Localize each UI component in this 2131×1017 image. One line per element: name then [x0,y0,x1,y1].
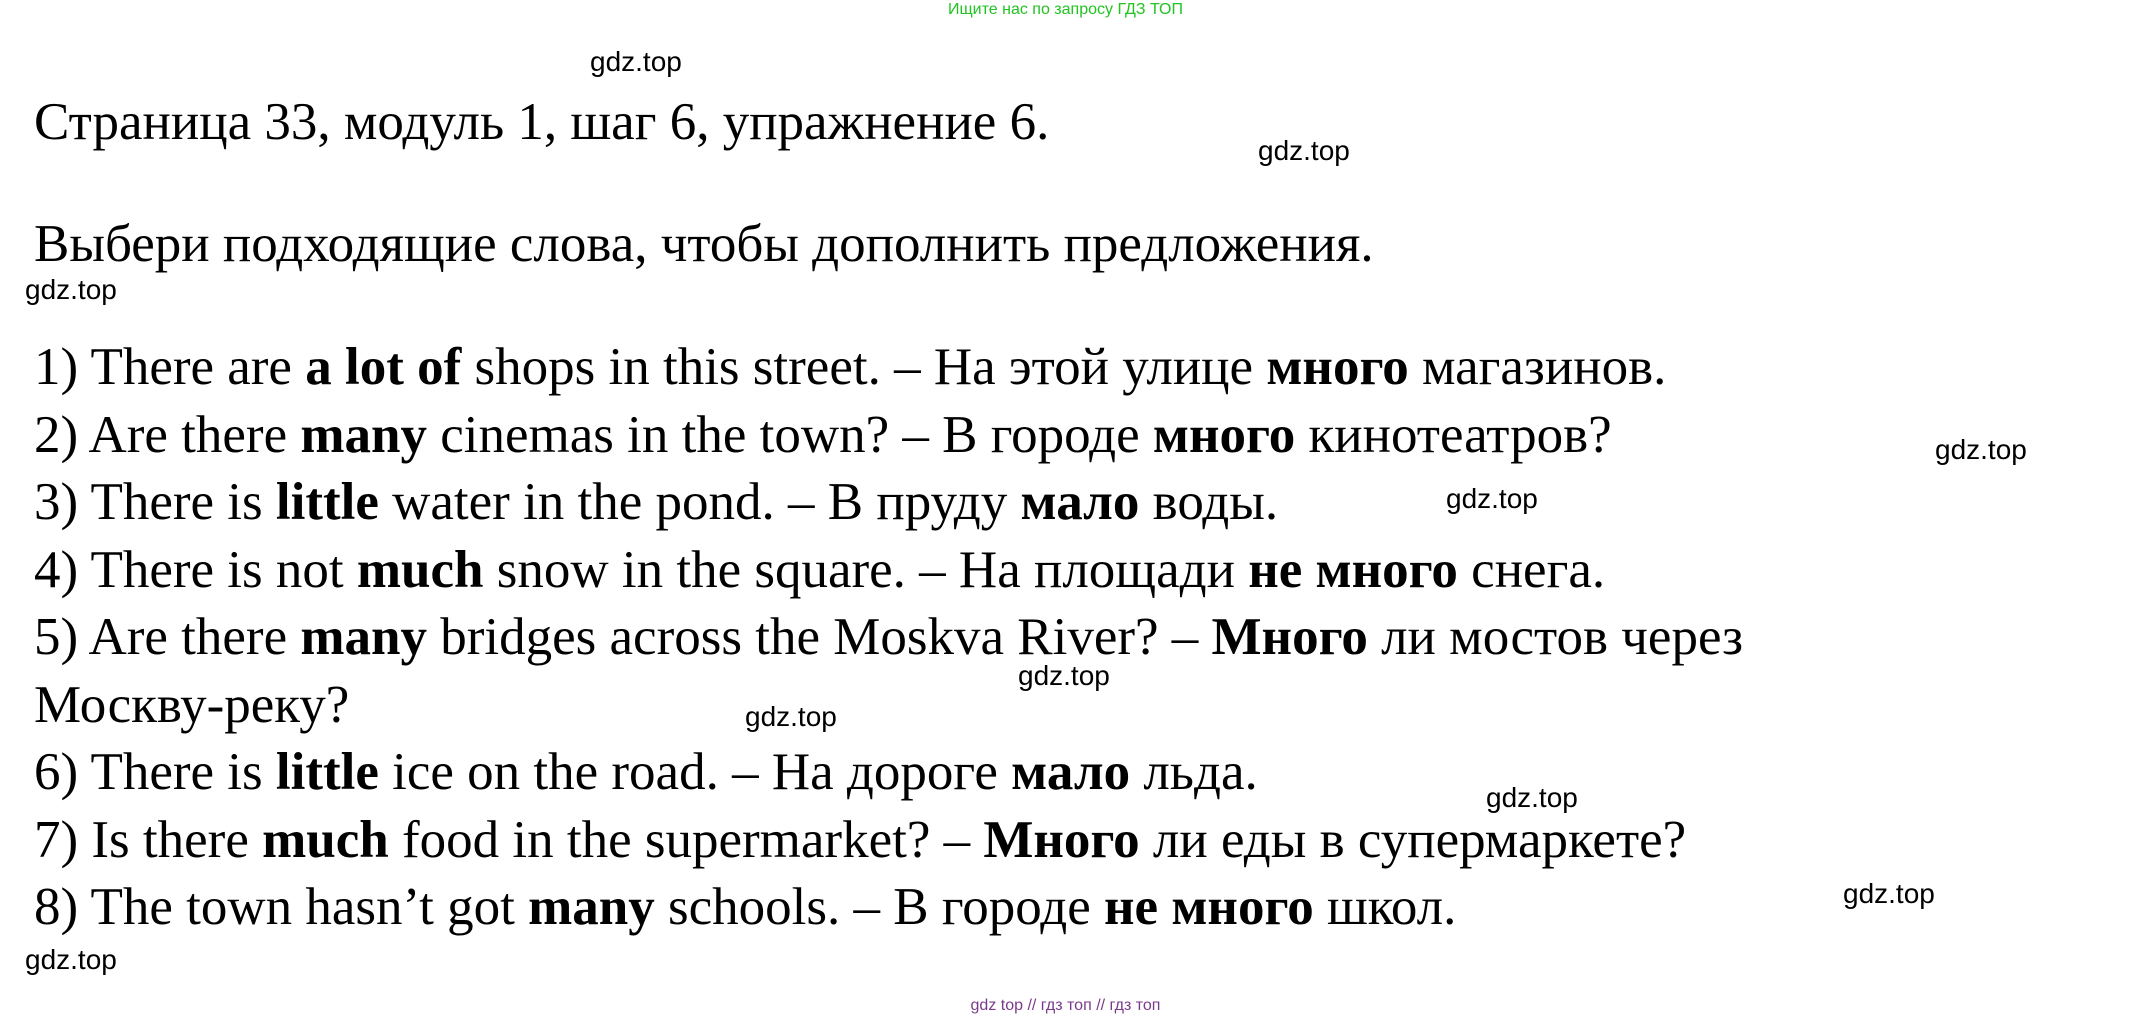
answer-line [34,874,2094,942]
answer-text: кинотеатров? [1295,405,1612,464]
watermark: gdz.top [590,46,682,77]
answer-text: water in the pond. – В пруду [378,473,1021,531]
answer-text: 3) There is [34,473,276,531]
answer-text: ли еды в супермаркете? [1139,810,1687,869]
answer-text: snow in the square. – На площади [483,540,1249,599]
answer-text: школ. [1313,878,1457,936]
answer-text: 4) There is not [34,540,357,599]
answer-line [34,402,2094,470]
watermark: gdz.top [1258,135,1350,166]
watermark: gdz.top [25,944,117,975]
answer-line [34,807,2094,875]
answer-keyword: many [528,878,655,936]
answer-keyword: мало [1020,473,1140,531]
footer-links[interactable]: gdz top // гдз топ // гдз топ [970,997,1161,1014]
answer-keyword: many [300,405,427,464]
answer-keyword: a lot of [305,338,462,396]
answer-text: 6) There is [34,743,276,801]
answer-list [34,334,2094,942]
top-banner-link[interactable]: Ищите нас по запросу ГДЗ ТОП [948,1,1183,18]
answer-keyword: much [356,540,484,599]
answer-text: 2) Are there [34,405,301,464]
answer-line [34,739,2094,807]
answer-text: cinemas in the town? – В городе [427,405,1153,464]
answer-text: 1) There are [34,338,306,396]
answer-keyword: little [275,473,379,531]
watermark: gdz.top [25,274,117,305]
watermark: gdz.top [1935,434,2027,465]
answer-keyword: не много [1248,540,1458,599]
answer-text: bridges across the Moskva River? – [427,608,1212,666]
exercise-instruction: Выбери подходящие слова, чтобы дополнить предложения. [34,215,1374,273]
answer-text: 5) Are there [34,608,301,666]
answer-keyword: Много [1211,608,1368,666]
answer-keyword: little [275,743,379,801]
watermark: gdz.top [745,701,837,732]
watermark: gdz.top [1486,782,1578,813]
answer-line [34,469,2094,537]
answer-text: магазинов. [1408,338,1667,396]
answer-keyword: Много [983,810,1140,869]
answer-text: 8) The town hasn’t got [34,878,529,936]
answer-text: 7) Is there [34,810,263,869]
watermark: gdz.top [1018,660,1110,691]
answer-text: снега. [1457,540,1606,599]
page-title: Страница 33, модуль 1, шаг 6, упражнение 6. [34,93,1050,151]
answer-text: льда. [1130,743,1258,801]
answer-line [34,334,2094,402]
answer-keyword: much [262,810,389,869]
watermark: gdz.top [1446,483,1538,514]
answer-keyword: не много [1104,878,1314,936]
watermark: gdz.top [1843,878,1935,909]
answer-text: воды. [1139,473,1279,531]
answer-keyword: мало [1011,743,1131,801]
answer-keyword: много [1152,405,1296,464]
answer-text: Москву-реку? [34,675,350,734]
answer-text: ice on the road. – На дороге [378,743,1012,801]
answer-text: food in the supermarket? – [388,810,984,869]
answer-keyword: many [300,608,427,666]
answer-text: shops in this street. – На этой улице [461,338,1267,396]
answer-keyword: много [1266,338,1409,396]
answer-line [34,537,2094,605]
answer-text: schools. – В городе [654,878,1105,936]
answer-text: ли мостов через [1367,608,1744,666]
